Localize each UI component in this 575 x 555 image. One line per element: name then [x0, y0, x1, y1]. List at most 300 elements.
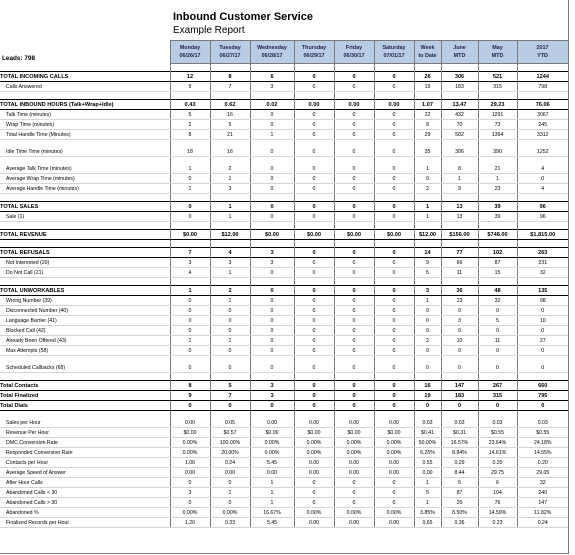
metric-row — [0, 296, 568, 306]
value-cell: 1 — [210, 336, 250, 346]
column-header-date: MTD — [491, 53, 504, 59]
report-table — [0, 40, 569, 528]
spacer-cell — [517, 373, 568, 381]
metric-row — [0, 258, 568, 268]
value-cell: 87 — [478, 258, 517, 268]
value-cell: 13 — [441, 212, 478, 222]
value-cell: 0 — [170, 212, 210, 222]
value-cell: 0 — [334, 82, 374, 92]
value-cell: 0 — [517, 363, 568, 373]
value-cell: 0.00% — [334, 508, 374, 518]
value-cell: 32 — [517, 268, 568, 278]
spacer-cell — [334, 64, 374, 72]
value-cell: 0 — [374, 498, 414, 508]
spacer-cell — [250, 92, 294, 100]
value-cell: 66 — [441, 258, 478, 268]
value-cell: 0.24 — [517, 518, 568, 528]
spacer-cell — [0, 64, 170, 72]
value-cell: 0.00 — [170, 468, 210, 478]
value-cell: $0.00 — [250, 428, 294, 438]
value-cell: $0.55 — [478, 428, 517, 438]
value-cell: 6 — [250, 72, 294, 82]
column-header — [294, 41, 334, 64]
value-cell: 1 — [250, 130, 294, 140]
value-cell: 0 — [374, 381, 414, 391]
value-cell: 0 — [374, 268, 414, 278]
metric-row — [0, 306, 568, 316]
spacer-cell — [294, 240, 334, 248]
value-cell: 0.24 — [210, 458, 250, 468]
value-cell: 0.00 — [374, 458, 414, 468]
spacer-row — [0, 278, 568, 286]
value-cell: 96 — [517, 202, 568, 212]
value-cell: 8 — [210, 72, 250, 82]
value-cell: $0.00 — [374, 428, 414, 438]
row-label: Contacts per Hour — [0, 458, 170, 468]
value-cell: 0 — [334, 202, 374, 212]
value-cell: 0.00% — [170, 508, 210, 518]
value-cell: 0 — [517, 401, 568, 411]
spacer-cell — [478, 356, 517, 364]
value-cell: 0.00 — [374, 468, 414, 478]
value-cell: 0 — [210, 346, 250, 356]
spacer-row — [0, 64, 568, 72]
value-cell: 0 — [294, 381, 334, 391]
spacer-cell — [294, 140, 334, 148]
value-cell: 9 — [170, 391, 210, 401]
section-total-row — [0, 202, 568, 212]
spacer-cell — [0, 222, 170, 230]
spacer-cell — [294, 278, 334, 286]
spacer-row — [0, 140, 568, 148]
value-cell: 0 — [478, 346, 517, 356]
value-cell: 0.03 — [414, 418, 441, 428]
value-cell: 1252 — [517, 147, 568, 157]
value-cell: 0 — [210, 326, 250, 336]
value-cell: 14.59% — [478, 508, 517, 518]
value-cell: 5.45 — [250, 458, 294, 468]
value-cell: 798 — [517, 82, 568, 92]
spacer-row — [0, 373, 568, 381]
row-label: After Hour Calls — [0, 478, 170, 488]
value-cell: 0 — [414, 174, 441, 184]
spacer-cell — [414, 373, 441, 381]
value-cell: 0.00% — [250, 448, 294, 458]
value-cell: 0 — [374, 72, 414, 82]
row-label: Average Talk Time (minutes) — [0, 164, 170, 174]
value-cell: 2 — [210, 286, 250, 296]
value-cell: 0 — [441, 346, 478, 356]
section-total-row — [0, 381, 568, 391]
value-cell: 21 — [210, 130, 250, 140]
row-label: Wrap Time (minutes) — [0, 120, 170, 130]
value-cell: 3 — [170, 488, 210, 498]
value-cell: 39 — [478, 212, 517, 222]
row-label: Calls Answered — [0, 82, 170, 92]
value-cell: 0 — [334, 248, 374, 258]
value-cell: 29.05 — [517, 468, 568, 478]
column-header — [374, 41, 414, 64]
value-cell: 0.05 — [210, 418, 250, 428]
spacer-cell — [441, 194, 478, 202]
value-cell: 1 — [414, 202, 441, 212]
value-cell: 1 — [210, 268, 250, 278]
value-cell: 22 — [414, 110, 441, 120]
value-cell: 0 — [374, 306, 414, 316]
value-cell: 0 — [478, 401, 517, 411]
value-cell: 0.00 — [294, 468, 334, 478]
spacer-cell — [210, 373, 250, 381]
value-cell: 183 — [441, 391, 478, 401]
value-cell: 0 — [334, 363, 374, 373]
value-cell: 0 — [170, 498, 210, 508]
value-cell: 8 — [414, 120, 441, 130]
spacer-cell — [374, 194, 414, 202]
value-cell: 0 — [294, 268, 334, 278]
spacer-cell — [414, 240, 441, 248]
column-header-date: 07/01/17 — [383, 53, 405, 59]
value-cell: 1 — [170, 184, 210, 194]
value-cell: 2 — [414, 184, 441, 194]
value-cell: 16 — [210, 147, 250, 157]
value-cell: 0.00 — [334, 468, 374, 478]
column-header-date: MTD — [453, 53, 466, 59]
metric-row — [0, 438, 568, 448]
value-cell: 0 — [374, 286, 414, 296]
value-cell: 0 — [250, 202, 294, 212]
value-cell: 0 — [170, 306, 210, 316]
row-label: Finalized Records per Hour — [0, 518, 170, 528]
value-cell: 0 — [250, 268, 294, 278]
value-cell: 1.06 — [170, 458, 210, 468]
value-cell: 32 — [517, 478, 568, 488]
value-cell: 21 — [478, 164, 517, 174]
value-cell: 0 — [334, 498, 374, 508]
metric-row — [0, 458, 568, 468]
value-cell: $0.00 — [294, 230, 334, 240]
spacer-cell — [210, 194, 250, 202]
value-cell: 1 — [170, 336, 210, 346]
row-label: Abandoned Calls > 30 — [0, 498, 170, 508]
value-cell: 0 — [374, 184, 414, 194]
value-cell: 0.36 — [441, 518, 478, 528]
value-cell: 35 — [414, 147, 441, 157]
column-header-label: 2017 — [536, 45, 549, 51]
value-cell: 104 — [478, 488, 517, 498]
value-cell: $0.00 — [334, 230, 374, 240]
value-cell: 0.00 — [374, 518, 414, 528]
value-cell: 315 — [478, 391, 517, 401]
column-header-label: Monday — [179, 45, 201, 51]
value-cell: 3.85% — [414, 508, 441, 518]
value-cell: 0 — [374, 174, 414, 184]
spacer-cell — [517, 240, 568, 248]
value-cell: 19 — [414, 391, 441, 401]
row-label: TOTAL INBOUND HOURS (Talk+Wrap+Idle) — [0, 100, 170, 110]
spacer-cell — [294, 92, 334, 100]
metric-row — [0, 326, 568, 336]
value-cell: 0 — [374, 316, 414, 326]
value-cell: 11.82% — [517, 508, 568, 518]
value-cell: 5.45 — [250, 518, 294, 528]
value-cell: 0 — [517, 174, 568, 184]
spacer-cell — [517, 222, 568, 230]
value-cell: 1364 — [478, 130, 517, 140]
spacer-cell — [517, 411, 568, 419]
value-cell: 8.84% — [441, 448, 478, 458]
section-total-row — [0, 230, 568, 240]
value-cell: 502 — [441, 130, 478, 140]
value-cell: 9 — [170, 82, 210, 92]
row-label: Total Finalized — [0, 391, 170, 401]
column-header-date: 06/28/17 — [261, 53, 283, 59]
value-cell: 306 — [441, 147, 478, 157]
value-cell: 8 — [170, 130, 210, 140]
spacer-cell — [517, 278, 568, 286]
value-cell: 0 — [334, 316, 374, 326]
value-cell: 8 — [170, 381, 210, 391]
value-cell: 0 — [250, 147, 294, 157]
spacer-cell — [170, 222, 210, 230]
column-header-date: 06/26/17 — [179, 53, 201, 59]
value-cell: 0 — [294, 498, 334, 508]
spacer-cell — [414, 92, 441, 100]
value-cell: 10 — [441, 336, 478, 346]
value-cell: 0 — [374, 147, 414, 157]
value-cell: 0 — [334, 164, 374, 174]
value-cell: 0 — [250, 184, 294, 194]
column-header — [414, 41, 441, 64]
spacer-cell — [210, 157, 250, 165]
section-total-row — [0, 286, 568, 296]
value-cell: 0 — [441, 306, 478, 316]
row-label: Language Barrier (41) — [0, 316, 170, 326]
value-cell: 0 — [250, 110, 294, 120]
value-cell: 3 — [170, 258, 210, 268]
spacer-cell — [374, 373, 414, 381]
value-cell: 0 — [294, 316, 334, 326]
spacer-cell — [414, 140, 441, 148]
value-cell: 147 — [441, 381, 478, 391]
column-header — [334, 41, 374, 64]
metric-row — [0, 418, 568, 428]
value-cell: 231 — [517, 258, 568, 268]
value-cell: 8 — [441, 164, 478, 174]
spacer-cell — [478, 92, 517, 100]
spacer-cell — [294, 222, 334, 230]
value-cell: 0 — [374, 82, 414, 92]
spacer-cell — [250, 222, 294, 230]
spacer-cell — [210, 240, 250, 248]
row-label: TOTAL INCOMING CALLS — [0, 72, 170, 82]
spacer-cell — [334, 373, 374, 381]
row-label: Do Not Call (21) — [0, 268, 170, 278]
value-cell: $0.00 — [294, 428, 334, 438]
header-row — [0, 41, 568, 64]
value-cell: 5 — [210, 120, 250, 130]
spacer-cell — [334, 411, 374, 419]
row-label: Talk Time (minutes) — [0, 110, 170, 120]
value-cell: 0 — [210, 478, 250, 488]
spacer-cell — [250, 157, 294, 165]
value-cell: 9 — [414, 258, 441, 268]
metric-row — [0, 316, 568, 326]
spacer-cell — [441, 92, 478, 100]
value-cell: 14.55% — [517, 448, 568, 458]
value-cell: 0 — [210, 363, 250, 373]
value-cell: 0 — [374, 401, 414, 411]
value-cell: $748.00 — [478, 230, 517, 240]
value-cell: 100.00% — [210, 438, 250, 448]
value-cell: 147 — [517, 498, 568, 508]
spacer-cell — [441, 411, 478, 419]
row-label: Wrong Number (39) — [0, 296, 170, 306]
value-cell: 0 — [250, 306, 294, 316]
value-cell: 0 — [334, 120, 374, 130]
spacer-cell — [294, 356, 334, 364]
value-cell: 77 — [441, 248, 478, 258]
value-cell: 0.23 — [478, 518, 517, 528]
spacer-cell — [517, 356, 568, 364]
value-cell: 13.47 — [441, 100, 478, 110]
metric-row — [0, 518, 568, 528]
value-cell: 0 — [294, 391, 334, 401]
value-cell: $0.00 — [334, 428, 374, 438]
spacer-cell — [414, 157, 441, 165]
value-cell: 1 — [170, 164, 210, 174]
spacer-cell — [294, 157, 334, 165]
value-cell: 4 — [517, 164, 568, 174]
value-cell: 26 — [414, 72, 441, 82]
spacer-cell — [334, 157, 374, 165]
value-cell: 0 — [294, 164, 334, 174]
value-cell: 4 — [170, 268, 210, 278]
value-cell: 7 — [170, 248, 210, 258]
value-cell: 3 — [250, 248, 294, 258]
value-cell: 0 — [334, 326, 374, 336]
spacer-cell — [250, 194, 294, 202]
metric-row — [0, 120, 568, 130]
value-cell: 87 — [441, 488, 478, 498]
value-cell: 240 — [517, 488, 568, 498]
value-cell: 0 — [374, 296, 414, 306]
metric-row — [0, 212, 568, 222]
spacer-cell — [374, 278, 414, 286]
row-label: TOTAL UNWORKABLES — [0, 286, 170, 296]
spacer-row — [0, 411, 568, 419]
value-cell: 0.03 — [478, 418, 517, 428]
metric-row — [0, 130, 568, 140]
row-label: Responded Conversion Rate — [0, 448, 170, 458]
value-cell: 0 — [414, 401, 441, 411]
value-cell: 0 — [294, 72, 334, 82]
spacer-cell — [250, 240, 294, 248]
value-cell: 20.00% — [210, 448, 250, 458]
value-cell: 0 — [294, 258, 334, 268]
spacer-cell — [210, 140, 250, 148]
value-cell: 245 — [517, 120, 568, 130]
value-cell: $12.00 — [414, 230, 441, 240]
value-cell: 390 — [478, 147, 517, 157]
column-header — [250, 41, 294, 64]
value-cell: 0.43 — [170, 100, 210, 110]
row-label: Average Wrap Time (minutes) — [0, 174, 170, 184]
value-cell: 15 — [478, 268, 517, 278]
spacer-cell — [414, 64, 441, 72]
value-cell: 0 — [334, 381, 374, 391]
value-cell: 0.00 — [294, 518, 334, 528]
value-cell: 14 — [414, 248, 441, 258]
value-cell: 0.00% — [294, 448, 334, 458]
column-header — [517, 41, 568, 64]
value-cell: 0 — [294, 346, 334, 356]
value-cell: 0 — [250, 120, 294, 130]
value-cell: 3 — [250, 391, 294, 401]
value-cell: 1 — [250, 478, 294, 488]
value-cell: 0 — [334, 401, 374, 411]
value-cell: 0 — [170, 174, 210, 184]
value-cell: 0 — [374, 363, 414, 373]
value-cell: 0 — [170, 296, 210, 306]
value-cell: 1 — [414, 296, 441, 306]
value-cell: 9 — [441, 184, 478, 194]
value-cell: 0 — [294, 326, 334, 336]
value-cell: 76 — [478, 498, 517, 508]
value-cell: 0 — [374, 346, 414, 356]
value-cell: 0 — [294, 286, 334, 296]
spacer-cell — [170, 411, 210, 419]
spacer-cell — [478, 64, 517, 72]
metric-row — [0, 488, 568, 498]
value-cell: 2 — [170, 120, 210, 130]
spacer-cell — [414, 194, 441, 202]
metric-row — [0, 164, 568, 174]
section-total-row — [0, 248, 568, 258]
spacer-cell — [170, 64, 210, 72]
value-cell: 1 — [250, 498, 294, 508]
value-cell: $0.00 — [170, 428, 210, 438]
column-header — [210, 41, 250, 64]
spacer-cell — [170, 157, 210, 165]
value-cell: 0 — [294, 184, 334, 194]
value-cell: 0 — [294, 174, 334, 184]
value-cell: 0 — [414, 326, 441, 336]
value-cell: 660 — [517, 381, 568, 391]
spacer-row — [0, 194, 568, 202]
spacer-cell — [250, 356, 294, 364]
spacer-cell — [414, 278, 441, 286]
spacer-cell — [294, 373, 334, 381]
metric-row — [0, 147, 568, 157]
value-cell: $156.00 — [441, 230, 478, 240]
value-cell: 0 — [170, 316, 210, 326]
value-cell: 0 — [374, 336, 414, 346]
section-total-row — [0, 391, 568, 401]
spacer-cell — [170, 373, 210, 381]
value-cell: 0.00 — [334, 100, 374, 110]
row-label: TOTAL REFUSALS — [0, 248, 170, 258]
value-cell: 2 — [210, 164, 250, 174]
section-total-row — [0, 72, 568, 82]
value-cell: 0 — [334, 184, 374, 194]
value-cell: 0.00 — [170, 418, 210, 428]
value-cell: 0 — [374, 212, 414, 222]
metric-row — [0, 346, 568, 356]
value-cell: $0.55 — [517, 428, 568, 438]
spacer-cell — [0, 411, 170, 419]
value-cell: 3 — [210, 184, 250, 194]
spacer-cell — [478, 222, 517, 230]
